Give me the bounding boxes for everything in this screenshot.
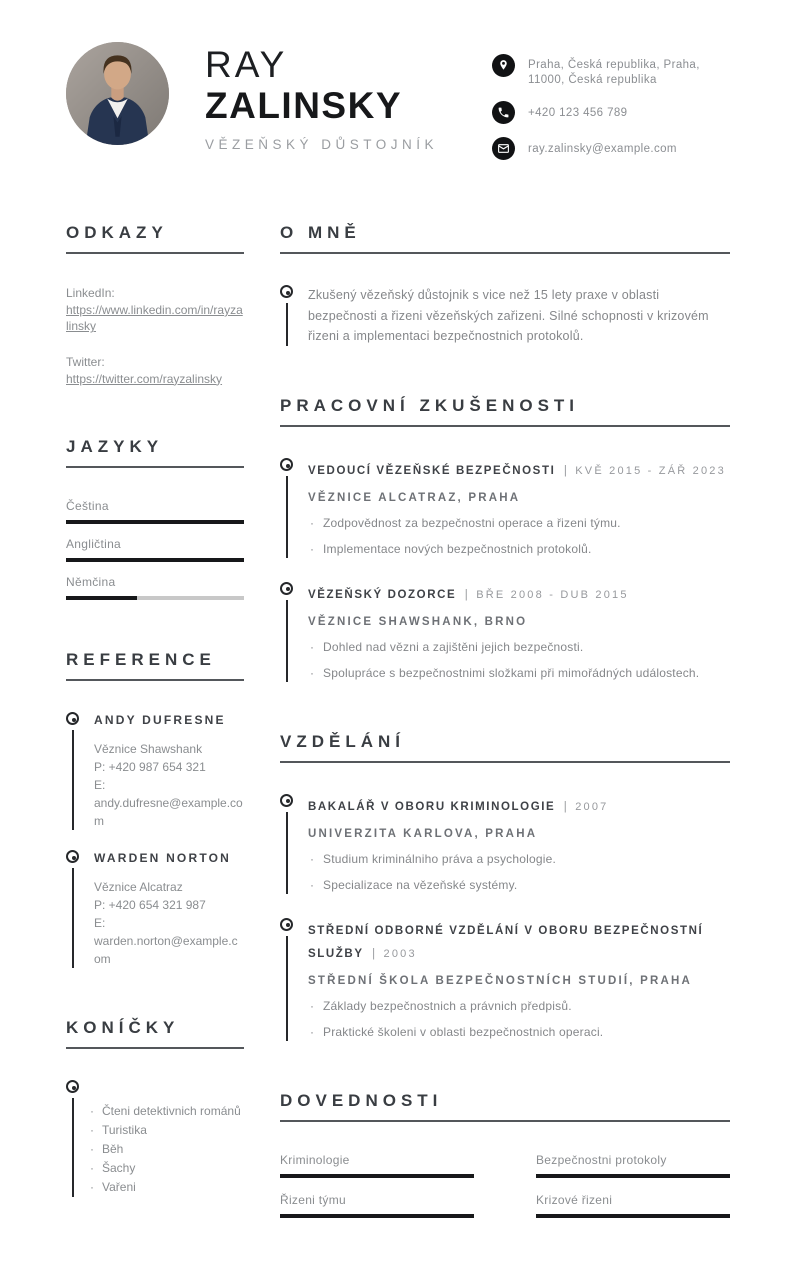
experience-body [308,458,730,558]
timeline-dot-icon [280,458,293,471]
job-bullet-list [308,515,730,558]
language-item [66,537,244,562]
skill-item [280,1193,474,1218]
job-dates: BŘE 2008 - DUB 2015 [476,588,629,601]
about-content [280,285,730,346]
experience-entry [280,458,730,558]
skills-content [280,1153,730,1233]
contact-location-row [492,54,730,88]
skill-level-bar [280,1214,474,1218]
skill-level-track [536,1214,730,1218]
language-level-track [66,558,244,562]
body-columns [0,223,794,1282]
timeline-marker [280,918,308,1041]
reference-entry [66,850,244,968]
about-heading: O MNĚ [280,223,730,254]
timeline-line [72,730,74,830]
section-experience [280,396,730,682]
timeline-marker [66,712,94,830]
timeline-dot-icon [280,794,293,807]
timeline-line [72,1098,74,1197]
job-title: VEDOUCÍ VĚZEŇSKÉ BEZPEČNOSTI [308,465,556,478]
contact-block [492,54,730,173]
title-date-separator: | [563,465,567,478]
skill-level-track [280,1214,474,1218]
timeline-dot-icon [66,850,79,863]
section-languages [66,437,244,600]
timeline-dot-icon [66,712,79,725]
education-entry [280,918,730,1041]
degree-title: BAKALÁŘ V OBORU KRIMINOLOGIE [308,800,556,813]
about-entry [280,285,730,346]
skill-name: Kriminologie [280,1152,350,1167]
timeline-dot-icon [66,1080,79,1093]
references-content [66,712,244,968]
education-bullet: · Praktické školeni v oblasti bezpečnostnich operaci. [308,1024,730,1041]
section-hobbies [66,1018,244,1197]
hobby-item: · Čteni detektivnich románů [90,1102,241,1121]
school-name: UNIVERZITA KARLOVA, PRAHA [308,828,538,841]
skill-item [536,1153,730,1178]
references-heading: REFERENCE [66,650,244,681]
job-bullet: · Spolupráce s bezpečnostnimi složkami při mimořádných událostech. [308,665,730,682]
twitter-label: Twitter: [66,354,105,369]
reference-name: ANDY DUFRESNE [94,713,226,728]
hobby-entry [66,1080,244,1197]
language-level-bar [66,558,244,562]
degree-dates: 2007 [575,800,609,813]
skill-level-track [280,1174,474,1178]
language-item [66,499,244,524]
right-column [280,223,730,1282]
reference-organization: Věznice Alcatraz [94,880,183,895]
hobbies-heading: KONÍČKY [66,1018,244,1049]
contact-phone: +420 123 456 789 [528,107,628,120]
reference-details [94,740,244,830]
education-entry [280,794,730,894]
timeline-line [286,600,288,682]
education-content [280,794,730,1041]
timeline-marker [66,850,94,968]
timeline-line [72,868,74,968]
reference-email: E: warden.norton@example.com [94,916,238,967]
hobbies-content [66,1080,244,1197]
left-column [66,223,244,1282]
linkedin-link[interactable]: https://www.linkedin.com/in/rayzalinsky [66,302,243,334]
experience-heading: PRACOVNÍ ZKUŠENOSTI [280,396,730,427]
job-title-subtitle: VĚZEŇSKÝ DŮSTOJNÍK [205,136,439,152]
languages-heading: JAZYKY [66,437,244,468]
school-name: STŘEDNÍ ŠKOLA BEZPEČNOSTNÍCH STUDIÍ, PRAHA [308,975,692,988]
profile-photo-illustration [66,42,169,145]
timeline-marker [280,582,308,682]
language-name: Čeština [66,499,109,514]
reference-phone: P: +420 654 321 987 [94,898,206,913]
education-bullet: · Specializace na vězeňské systémy. [308,877,730,894]
contact-email: ray.zalinsky@example.com [528,143,677,156]
links-heading: ODKAZY [66,223,244,254]
reference-details [94,878,244,968]
timeline-marker [280,285,308,346]
language-name: Angličtina [66,537,122,552]
skill-level-track [536,1174,730,1178]
language-name: Němčina [66,575,116,590]
language-level-bar [66,520,244,524]
timeline-dot-icon [280,918,293,931]
first-name: RAY [205,44,288,85]
reference-phone: P: +420 987 654 321 [94,760,206,775]
link-group-twitter [66,354,244,387]
language-item [66,575,244,600]
job-organization: VĚZNICE ALCATRAZ, PRAHA [308,492,521,505]
timeline-dot-icon [280,285,293,298]
section-education [280,732,730,1041]
profile-photo [66,42,169,145]
skill-level-bar [280,1174,474,1178]
reference-entry [66,712,244,830]
experience-body [308,582,730,682]
education-body [308,918,730,1041]
reference-organization: Věznice Shawshank [94,742,203,757]
title-date-separator: | [464,588,468,601]
language-level-bar [66,596,137,600]
section-links [66,223,244,387]
timeline-line [286,303,288,346]
hobby-list [90,1102,241,1197]
timeline-marker [280,794,308,894]
skills-heading: DOVEDNOSTI [280,1091,730,1122]
education-bullet: · Studium kriminálniho práva a psychologie. [308,851,730,868]
education-body [308,794,730,894]
experience-title-row [308,582,730,605]
education-bullet-list [308,998,730,1041]
hobby-item: · Turistika [90,1121,241,1140]
job-bullet-list [308,639,730,682]
hobby-item: · Vařeni [90,1178,241,1197]
phone-icon [492,101,515,124]
reference-name: WARDEN NORTON [94,851,232,866]
location-pin-icon [492,54,515,77]
links-content [66,285,244,387]
about-text: Zkušený vězeňský důstojnik s vice než 15 lety praxe v oblasti bezpečnosti a řizeni vězeňských zařizeni. Silné schopnosti v krizovém řizeni a implementaci bezpečnostnich protokolů. [308,288,709,343]
skill-item [280,1153,474,1178]
education-title-row [308,794,730,817]
education-heading: VZDĚLÁNÍ [280,732,730,763]
language-level-track [66,596,244,600]
job-bullet: · Dohled nad vězni a zajištěni jejich bezpečnosti. [308,639,730,656]
degree-title: STŘEDNÍ ODBORNÉ VZDĚLÁNÍ V OBORU BEZPEČNOSTNÍ SLUŽBY [308,924,704,960]
contact-email-row [492,137,730,160]
languages-list [66,499,244,600]
job-bullet: · Implementace nových bezpečnostnich protokolů. [308,541,730,558]
degree-dates: 2003 [383,947,417,960]
reference-body [94,850,244,968]
section-about [280,223,730,346]
job-title: VĚZEŇSKÝ DOZORCE [308,588,457,601]
skill-name: Řizeni týmu [280,1192,346,1207]
linkedin-label: LinkedIn: [66,286,115,301]
skills-column-left [280,1153,474,1233]
skill-level-bar [536,1174,730,1178]
job-dates: KVĚ 2015 - ZÁŘ 2023 [575,465,726,478]
skill-name: Bezpečnostni protokoly [536,1152,667,1167]
name-block [205,44,492,152]
skills-column-right [536,1153,730,1233]
experience-title-row [308,458,730,481]
header [0,0,794,173]
title-date-separator: | [563,800,567,813]
skill-level-bar [536,1214,730,1218]
section-references [66,650,244,968]
language-level-track [66,520,244,524]
job-organization: VĚZNICE SHAWSHANK, BRNO [308,616,528,629]
timeline-line [286,476,288,558]
education-bullet: · Základy bezpečnostnich a právnich předpisů. [308,998,730,1015]
timeline-dot-icon [280,582,293,595]
contact-location: Praha, Česká republika, Praha, 11000, Česká republika [528,59,700,87]
reference-body [94,712,244,830]
education-bullet-list [308,851,730,894]
last-name: ZALINSKY [205,85,402,127]
job-bullet: · Zodpovědnost za bezpečnostni operace a řizeni týmu. [308,515,730,532]
hobby-item: · Běh [90,1140,241,1159]
section-skills [280,1091,730,1233]
timeline-marker [280,458,308,558]
hobby-item: · Šachy [90,1159,241,1178]
title-date-separator: | [372,947,376,960]
email-envelope-icon [492,137,515,160]
twitter-link[interactable]: https://twitter.com/rayzalinsky [66,371,223,386]
timeline-line [286,812,288,894]
contact-phone-row [492,101,730,124]
reference-email: E: andy.dufresne@example.com [94,778,243,829]
timeline-line [286,936,288,1041]
link-group-linkedin [66,285,244,335]
education-title-row [308,918,730,964]
skill-name: Krizové řizeni [536,1192,613,1207]
skill-item [536,1193,730,1218]
experience-entry [280,582,730,682]
experience-content [280,458,730,682]
skills-grid [280,1153,730,1233]
